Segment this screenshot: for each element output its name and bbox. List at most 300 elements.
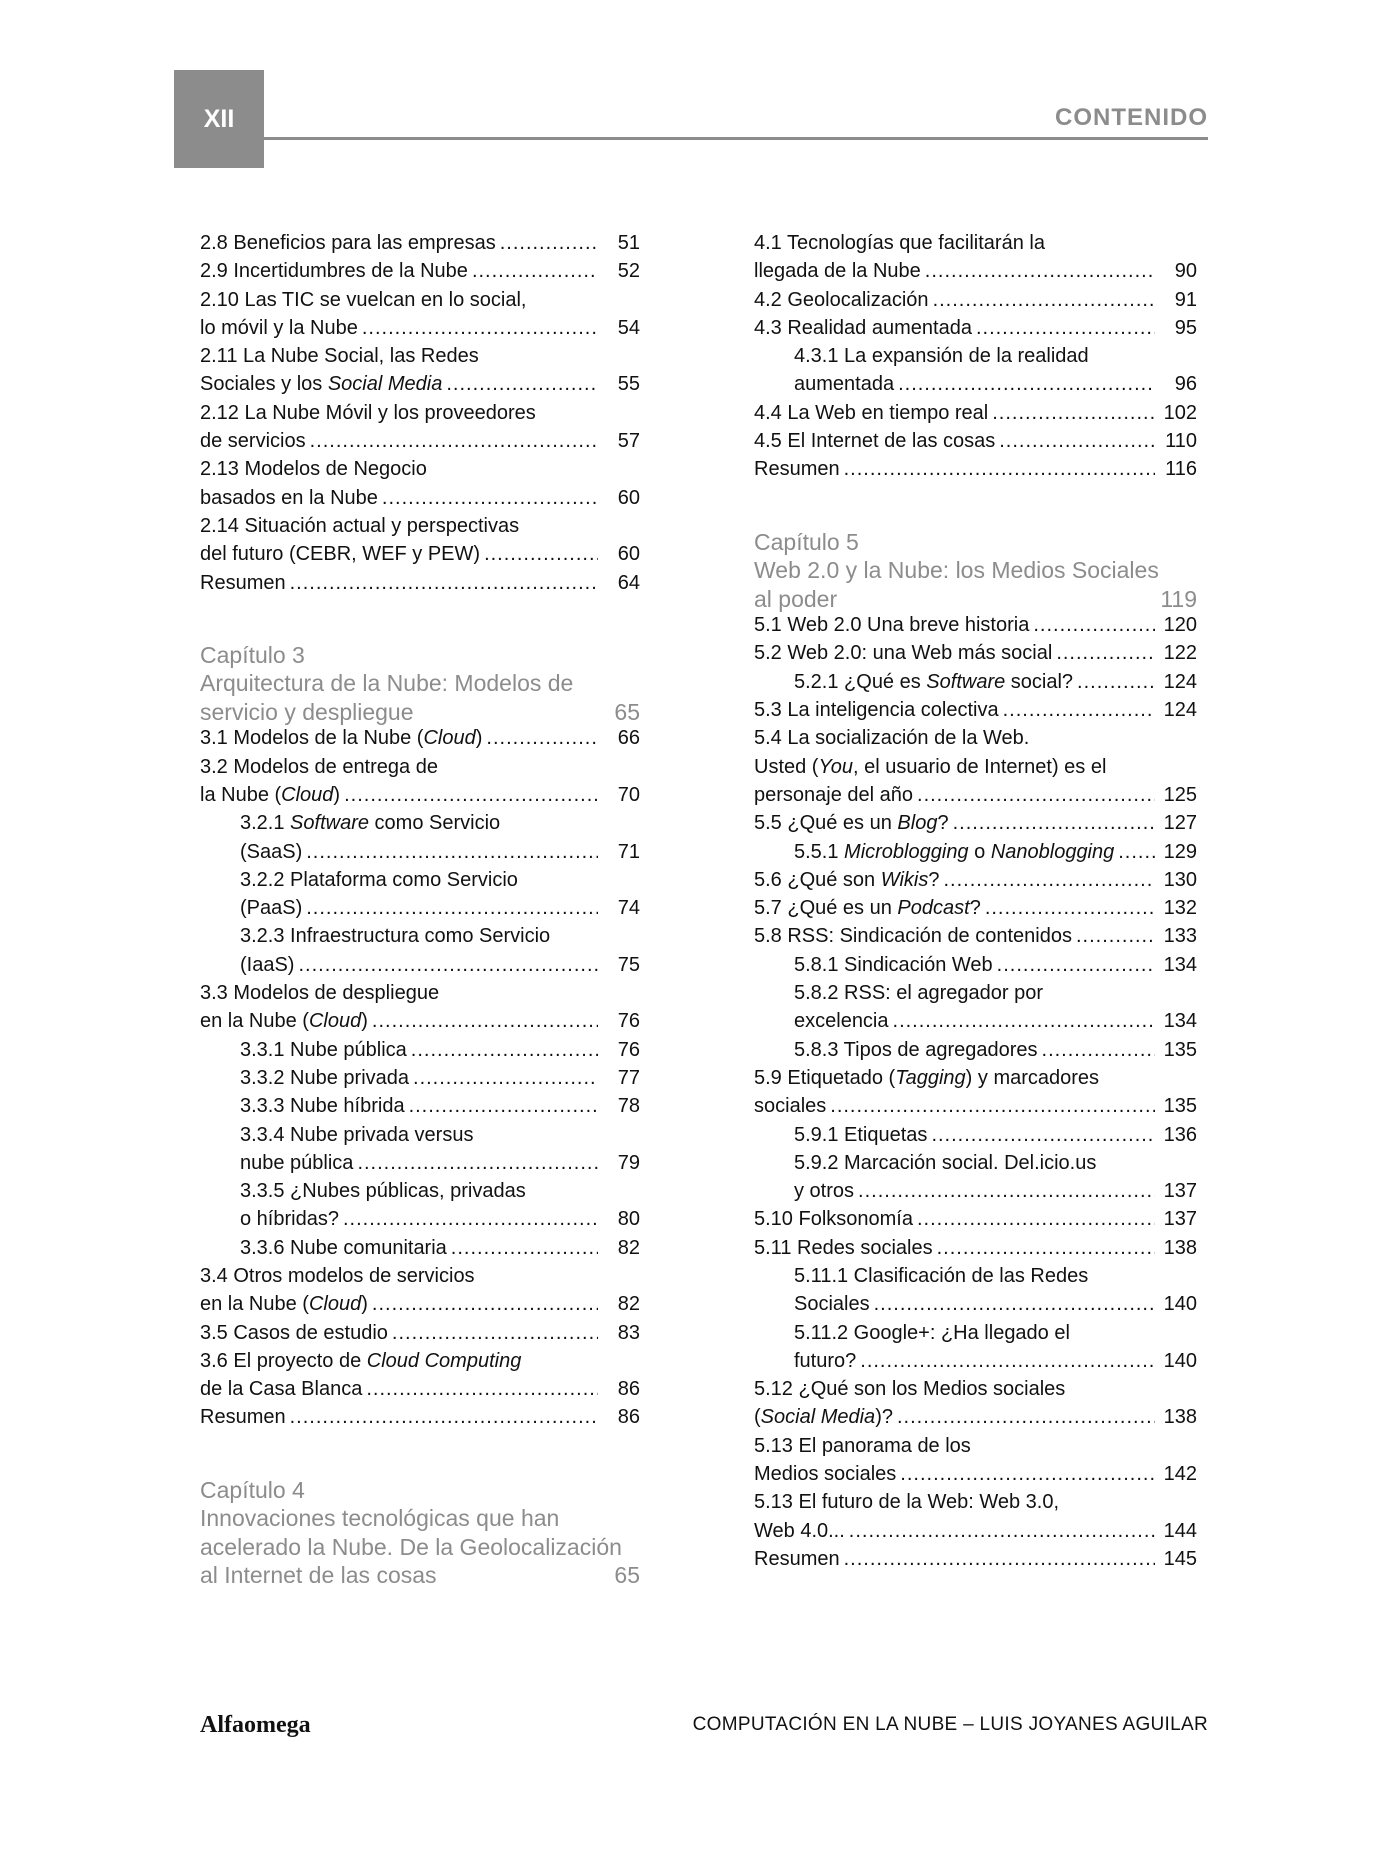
toc-page-number: 135 <box>1163 1095 1197 1118</box>
toc-entry <box>754 1237 1197 1265</box>
toc-entry-title: 2.9 Incertidumbres de la Nube <box>200 260 468 283</box>
dot-leader <box>1033 614 1155 637</box>
toc-entry <box>200 897 640 925</box>
toc-entry-title: Web 4.0... <box>754 1519 845 1542</box>
toc-page-number: 82 <box>617 1293 640 1316</box>
toc-entry <box>200 1406 640 1434</box>
toc-entry <box>754 699 1197 727</box>
dot-leader <box>937 1237 1155 1260</box>
toc-entry <box>200 1293 640 1321</box>
toc-spacer <box>200 600 640 642</box>
toc-entry-title: 4.3.1 La expansión de la realidad <box>794 345 1089 368</box>
toc-page-number: 55 <box>617 373 640 396</box>
toc-entry <box>200 1067 640 1095</box>
toc-entry <box>754 402 1197 430</box>
toc-entry <box>754 1520 1197 1548</box>
toc-chapter-heading <box>200 670 640 699</box>
toc-entry-title: Sociales <box>794 1293 870 1316</box>
dot-leader <box>1077 671 1155 694</box>
toc-entry-title: la Nube (Cloud) <box>200 783 341 806</box>
toc-entry-line <box>200 1124 640 1152</box>
toc-entry-title: Innovaciones tecnológicas que han <box>200 1505 560 1532</box>
dot-leader <box>997 954 1155 977</box>
running-title: CONTENIDO <box>1055 104 1208 131</box>
toc-entry-line <box>200 1350 640 1378</box>
toc-entry <box>200 1237 640 1265</box>
toc-entry-line <box>754 1067 1197 1095</box>
dot-leader <box>999 430 1155 453</box>
dot-leader <box>344 784 598 807</box>
toc-entry <box>200 487 640 515</box>
dot-leader <box>900 1463 1155 1486</box>
toc-page-number: 60 <box>617 486 640 509</box>
dot-leader <box>992 402 1155 425</box>
toc-page-number: 140 <box>1163 1349 1197 1372</box>
toc-page-number: 71 <box>617 840 640 863</box>
dot-leader <box>484 543 598 566</box>
toc-page-number: 70 <box>617 783 640 806</box>
toc-page-number: 102 <box>1163 401 1197 424</box>
toc-entry-title: 5.1 Web 2.0 Una breve historia <box>754 614 1030 637</box>
toc-entry <box>754 784 1197 812</box>
dot-leader <box>1056 642 1155 665</box>
toc-entry <box>200 430 640 458</box>
toc-page-number: 96 <box>1174 373 1197 396</box>
toc-entry-line <box>754 1265 1197 1293</box>
dot-leader <box>409 1095 598 1118</box>
toc-left-column <box>200 232 640 1591</box>
publisher-name: Alfaomega <box>200 1712 311 1738</box>
toc-entry-title: Resumen <box>754 458 840 481</box>
dot-leader <box>874 1293 1155 1316</box>
dot-leader <box>372 1293 598 1316</box>
toc-entry <box>754 1463 1197 1491</box>
toc-entry <box>754 614 1197 642</box>
dot-leader <box>844 458 1155 481</box>
toc-entry-title: futuro? <box>794 1349 857 1372</box>
dot-leader <box>844 1548 1155 1571</box>
toc-entry-title: (PaaS) <box>240 897 303 920</box>
toc-entry-title: 5.9.2 Marcación social. Del.icio.us <box>794 1151 1097 1174</box>
toc-entry-line <box>200 515 640 543</box>
toc-entry-title: Capítulo 4 <box>200 1476 305 1503</box>
toc-entry-title: 5.6 ¿Qué son Wikis? <box>754 868 940 891</box>
toc-entry-title: Resumen <box>200 1406 286 1429</box>
toc-entry-line <box>200 869 640 897</box>
toc-entry-title: (IaaS) <box>240 953 295 976</box>
toc-entry-title: 2.14 Situación actual y perspectivas <box>200 514 520 537</box>
toc-entry-line <box>200 402 640 430</box>
toc-entry-title: del futuro (CEBR, WEF y PEW) <box>200 543 481 566</box>
toc-chapter-heading <box>200 1505 640 1534</box>
toc-entry-title: acelerado la Nube. De la Geolocalización <box>200 1533 622 1560</box>
toc-page-number: 86 <box>617 1406 640 1429</box>
dot-leader <box>893 1010 1155 1033</box>
toc-page-number: 95 <box>1174 316 1197 339</box>
toc-page-number: 124 <box>1163 670 1197 693</box>
toc-entry-title: 3.3.4 Nube privada versus <box>240 1123 474 1146</box>
toc-entry <box>754 954 1197 982</box>
toc-entry-title: basados en la Nube <box>200 486 378 509</box>
toc-entry-title: de la Casa Blanca <box>200 1378 363 1401</box>
toc-chapter-heading <box>200 699 640 728</box>
toc-entry-title: 3.5 Casos de estudio <box>200 1321 388 1344</box>
toc-entry-title: Sociales y los Social Media <box>200 373 443 396</box>
toc-entry-title: 5.12 ¿Qué son los Medios sociales <box>754 1378 1066 1401</box>
toc-entry <box>200 727 640 755</box>
toc-entry-line <box>200 812 640 840</box>
toc-page-number: 76 <box>617 1010 640 1033</box>
toc-entry-title: 3.2.2 Plataforma como Servicio <box>240 868 518 891</box>
toc-entry-line <box>754 345 1197 373</box>
toc-page-number: 78 <box>617 1095 640 1118</box>
toc-entry <box>200 1208 640 1236</box>
dot-leader <box>372 1010 598 1033</box>
toc-page-number: 64 <box>617 571 640 594</box>
toc-page-number: 66 <box>617 727 640 750</box>
toc-right-column <box>754 232 1197 1576</box>
toc-spacer <box>200 1435 640 1477</box>
toc-entry-title: sociales <box>754 1095 827 1118</box>
toc-entry-line <box>754 756 1197 784</box>
toc-entry-title: Resumen <box>200 571 286 594</box>
toc-entry <box>754 812 1197 840</box>
dot-leader <box>860 1350 1155 1373</box>
toc-entry-title: 3.1 Modelos de la Nube (Cloud) <box>200 727 483 750</box>
toc-entry <box>754 430 1197 458</box>
toc-page-number: 127 <box>1163 812 1197 835</box>
dot-leader <box>290 572 598 595</box>
dot-leader <box>343 1208 598 1231</box>
toc-entry <box>754 1548 1197 1576</box>
toc-page-number: 110 <box>1165 430 1197 453</box>
dot-leader <box>849 1520 1155 1543</box>
toc-entry-title: 5.13 El panorama de los <box>754 1434 971 1457</box>
toc-page-number: 122 <box>1163 642 1197 665</box>
toc-page-number: 134 <box>1163 1010 1197 1033</box>
dot-leader <box>933 289 1155 312</box>
toc-entry <box>754 642 1197 670</box>
toc-entry-title: 2.12 La Nube Móvil y los proveedores <box>200 401 536 424</box>
toc-entry <box>200 572 640 600</box>
toc-entry <box>200 784 640 812</box>
toc-entry <box>200 1152 640 1180</box>
dot-leader <box>1003 699 1155 722</box>
toc-entry-title: al Internet de las cosas <box>200 1562 437 1589</box>
toc-page-number: 77 <box>617 1066 640 1089</box>
toc-entry-title: en la Nube (Cloud) <box>200 1293 368 1316</box>
toc-page-number: 136 <box>1163 1123 1197 1146</box>
toc-page-number: 52 <box>617 260 640 283</box>
toc-entry-title: 2.10 Las TIC se vuelcan en lo social, <box>200 288 527 311</box>
toc-entry-title: Web 2.0 y la Nube: los Medios Sociales <box>754 557 1159 584</box>
dot-leader <box>953 812 1155 835</box>
toc-entry-title: (SaaS) <box>240 840 303 863</box>
toc-entry-title: 5.9 Etiquetado (Tagging) y marcadores <box>754 1066 1100 1089</box>
toc-entry-title: 3.2.1 Software como Servicio <box>240 812 501 835</box>
toc-entry <box>200 260 640 288</box>
toc-page-number: 76 <box>617 1038 640 1061</box>
toc-entry-title: 5.8 RSS: Sindicación de contenidos <box>754 925 1072 948</box>
dot-leader <box>446 373 598 396</box>
toc-entry-title: 5.11 Redes sociales <box>754 1236 933 1259</box>
toc-entry <box>200 317 640 345</box>
toc-entry-line <box>200 345 640 373</box>
toc-page-number: 54 <box>617 316 640 339</box>
toc-entry <box>200 1039 640 1067</box>
toc-page-number: 144 <box>1163 1519 1197 1542</box>
toc-page-number: 75 <box>617 953 640 976</box>
toc-entry-title: lo móvil y la Nube <box>200 316 358 339</box>
toc-page-number: 135 <box>1163 1038 1197 1061</box>
toc-entry-title: 2.8 Beneficios para las empresas <box>200 232 496 254</box>
toc-entry <box>754 1180 1197 1208</box>
toc-entry-title: 5.10 Folksonomía <box>754 1208 913 1231</box>
dot-leader <box>500 232 598 255</box>
toc-chapter-heading <box>200 1534 640 1563</box>
toc-entry <box>200 954 640 982</box>
dot-leader <box>411 1039 598 1062</box>
toc-entry <box>200 1095 640 1123</box>
dot-leader <box>486 727 598 750</box>
dot-leader <box>917 1208 1155 1231</box>
toc-entry-title: Capítulo 3 <box>200 641 305 668</box>
dot-leader <box>306 841 598 864</box>
toc-entry-title: 5.2.1 ¿Qué es Software social? <box>794 670 1074 693</box>
dot-leader <box>830 1095 1155 1118</box>
dot-leader <box>925 260 1155 283</box>
toc-page-number: 57 <box>617 430 640 453</box>
toc-entry-title: de servicios <box>200 430 306 453</box>
toc-entry-line <box>754 1152 1197 1180</box>
toc-page-number: 80 <box>617 1208 640 1231</box>
toc-entry-title: 5.13 El futuro de la Web: Web 3.0, <box>754 1491 1059 1514</box>
toc-page-number: 137 <box>1163 1208 1197 1231</box>
toc-entry-title: 4.4 La Web en tiempo real <box>754 401 989 424</box>
toc-entry-line <box>200 458 640 486</box>
toc-entry-line <box>200 1265 640 1293</box>
toc-entry-title: 4.1 Tecnologías que facilitarán la <box>754 232 1045 254</box>
toc-entry <box>200 232 640 260</box>
dot-leader <box>298 954 598 977</box>
dot-leader <box>451 1237 598 1260</box>
toc-entry <box>200 543 640 571</box>
dot-leader <box>1076 925 1155 948</box>
toc-entry-title: al poder <box>754 585 838 612</box>
toc-entry <box>754 1039 1197 1067</box>
toc-entry-title: servicio y despliegue <box>200 698 414 725</box>
toc-page-number: 137 <box>1163 1180 1197 1203</box>
toc-page-number: 65 <box>614 698 640 725</box>
toc-entry <box>754 1095 1197 1123</box>
toc-entry-title: (Social Media)? <box>754 1406 893 1429</box>
toc-entry <box>754 1124 1197 1152</box>
toc-entry-title: 2.11 La Nube Social, las Redes <box>200 345 479 368</box>
toc-entry-line <box>200 289 640 317</box>
toc-entry-title: 4.2 Geolocalización <box>754 288 929 311</box>
toc-entry <box>200 1010 640 1038</box>
toc-page-number: 125 <box>1163 783 1197 806</box>
dot-leader <box>1118 841 1155 864</box>
toc-chapter-heading <box>200 642 640 671</box>
toc-spacer <box>754 487 1197 529</box>
dot-leader <box>357 1152 598 1175</box>
toc-entry-title: excelencia <box>794 1010 889 1033</box>
toc-entry <box>754 458 1197 486</box>
toc-page-number: 74 <box>617 897 640 920</box>
toc-page-number: 134 <box>1163 953 1197 976</box>
toc-page-number: 130 <box>1163 868 1197 891</box>
toc-entry <box>754 671 1197 699</box>
toc-entry-title: 5.9.1 Etiquetas <box>794 1123 928 1146</box>
toc-entry-title: Resumen <box>754 1547 840 1570</box>
toc-entry-title: 5.11.2 Google+: ¿Ha llegado el <box>794 1321 1070 1344</box>
toc-entry <box>754 1010 1197 1038</box>
toc-page-number: 124 <box>1163 699 1197 722</box>
toc-entry-line <box>754 727 1197 755</box>
toc-entry-title: 3.3.1 Nube pública <box>240 1038 407 1061</box>
toc-entry-title: 5.8.2 RSS: el agregador por <box>794 982 1044 1005</box>
toc-entry-title: Medios sociales <box>754 1463 897 1486</box>
toc-page-number: 132 <box>1163 897 1197 920</box>
toc-entry <box>754 373 1197 401</box>
dot-leader <box>366 1378 598 1401</box>
toc-entry-line <box>754 1322 1197 1350</box>
toc-entry <box>754 897 1197 925</box>
toc-page-number: 129 <box>1163 840 1197 863</box>
dot-leader <box>413 1067 598 1090</box>
toc-entry-line <box>200 925 640 953</box>
toc-page-number: 145 <box>1163 1547 1197 1570</box>
toc-entry-title: 5.8.1 Sindicación Web <box>794 953 993 976</box>
toc-entry-title: 5.2 Web 2.0: una Web más social <box>754 642 1053 665</box>
toc-entry-title: 5.5.1 Microblogging o Nanoblogging <box>794 840 1115 863</box>
toc-entry-line <box>754 1491 1197 1519</box>
toc-entry-title: 3.2.3 Infraestructura como Servicio <box>240 925 551 948</box>
toc-entry-title: 5.11.1 Clasificación de las Redes <box>794 1265 1089 1287</box>
toc-chapter-heading <box>754 529 1197 558</box>
toc-entry-line <box>200 756 640 784</box>
dot-leader <box>985 897 1155 920</box>
toc-entry-title: 3.3.5 ¿Nubes públicas, privadas <box>240 1180 526 1203</box>
dot-leader <box>472 260 598 283</box>
toc-page-number: 119 <box>1160 585 1197 612</box>
toc-entry-title: 3.3.3 Nube híbrida <box>240 1095 405 1118</box>
dot-leader <box>897 1406 1155 1429</box>
dot-leader <box>917 784 1155 807</box>
dot-leader <box>290 1406 598 1429</box>
toc-entry-line <box>754 1378 1197 1406</box>
toc-page-number: 86 <box>617 1378 640 1401</box>
toc-entry-title: o híbridas? <box>240 1208 339 1231</box>
toc-chapter-heading <box>754 586 1197 615</box>
book-title-author: COMPUTACIÓN EN LA NUBE – LUIS JOYANES AGUILAR <box>692 1714 1208 1735</box>
dot-leader <box>898 373 1155 396</box>
toc-entry-line <box>754 232 1197 260</box>
toc-entry-title: 5.5 ¿Qué es un Blog? <box>754 812 949 835</box>
dot-leader <box>858 1180 1155 1203</box>
toc-entry-title: en la Nube (Cloud) <box>200 1010 368 1033</box>
dot-leader <box>362 317 598 340</box>
toc-entry-title: 2.13 Modelos de Negocio <box>200 458 427 481</box>
toc-chapter-heading <box>200 1562 640 1591</box>
toc-entry-line <box>200 1180 640 1208</box>
dot-leader <box>943 869 1155 892</box>
header-rule <box>264 137 1208 140</box>
toc-page-number: 120 <box>1163 614 1197 637</box>
toc-entry-title: personaje del año <box>754 783 914 806</box>
toc-page-number: 65 <box>614 1562 640 1589</box>
toc-entry <box>754 317 1197 345</box>
toc-entry <box>754 869 1197 897</box>
toc-entry <box>200 841 640 869</box>
toc-entry-title: 4.5 El Internet de las cosas <box>754 430 996 453</box>
dot-leader <box>1042 1039 1155 1062</box>
toc-page-number: 138 <box>1163 1236 1197 1259</box>
toc-entry <box>754 1293 1197 1321</box>
toc-page-number: 51 <box>617 232 640 254</box>
toc-page-number: 90 <box>1174 260 1197 283</box>
toc-entry-title: nube pública <box>240 1151 354 1174</box>
toc-entry-line <box>754 982 1197 1010</box>
toc-page-number: 79 <box>617 1151 640 1174</box>
toc-entry-title: y otros <box>794 1180 855 1203</box>
toc-chapter-heading <box>754 557 1197 586</box>
toc-entry-title: 3.3.2 Nube privada <box>240 1066 410 1089</box>
dot-leader <box>976 317 1155 340</box>
toc-entry <box>754 289 1197 317</box>
toc-page-number: 82 <box>617 1236 640 1259</box>
dot-leader <box>382 487 598 510</box>
toc-entry-title: aumentada <box>794 373 895 396</box>
toc-entry-title: 4.3 Realidad aumentada <box>754 316 972 339</box>
toc-page-number: 91 <box>1174 288 1197 311</box>
toc-chapter-heading <box>200 1477 640 1506</box>
toc-entry <box>200 1322 640 1350</box>
dot-leader <box>310 430 598 453</box>
toc-entry <box>200 1378 640 1406</box>
toc-entry-title: 5.7 ¿Qué es un Podcast? <box>754 897 981 920</box>
toc-entry-title: llegada de la Nube <box>754 260 921 283</box>
toc-entry <box>754 841 1197 869</box>
toc-entry-line <box>754 1435 1197 1463</box>
toc-entry <box>754 1208 1197 1236</box>
toc-entry-title: Capítulo 5 <box>754 528 859 555</box>
toc-entry-title: 3.6 El proyecto de Cloud Computing <box>200 1349 522 1372</box>
toc-page-number: 116 <box>1165 458 1197 481</box>
dot-leader <box>306 897 598 920</box>
toc-page-number: 83 <box>617 1321 640 1344</box>
toc-entry <box>754 1350 1197 1378</box>
toc-entry-title: Usted (You, el usuario de Internet) es el <box>754 755 1107 778</box>
toc-entry <box>754 925 1197 953</box>
toc-entry-title: Arquitectura de la Nube: Modelos de <box>200 670 574 697</box>
toc-entry-title: 3.4 Otros modelos de servicios <box>200 1265 475 1287</box>
toc-entry-title: 3.3.6 Nube comunitaria <box>240 1236 447 1259</box>
toc-page-number: 60 <box>617 543 640 566</box>
toc-page-number: 140 <box>1163 1293 1197 1316</box>
toc-entry <box>754 260 1197 288</box>
toc-entry-title: 3.2 Modelos de entrega de <box>200 755 438 778</box>
dot-leader <box>392 1322 598 1345</box>
toc-entry-title: 5.4 La socialización de la Web. <box>754 727 1030 750</box>
toc-entry <box>754 1406 1197 1434</box>
page-number: XII <box>174 70 264 168</box>
toc-page-number: 138 <box>1163 1406 1197 1429</box>
toc-page-number: 142 <box>1163 1463 1197 1486</box>
toc-entry-line <box>200 982 640 1010</box>
toc-page-number: 133 <box>1163 925 1197 948</box>
